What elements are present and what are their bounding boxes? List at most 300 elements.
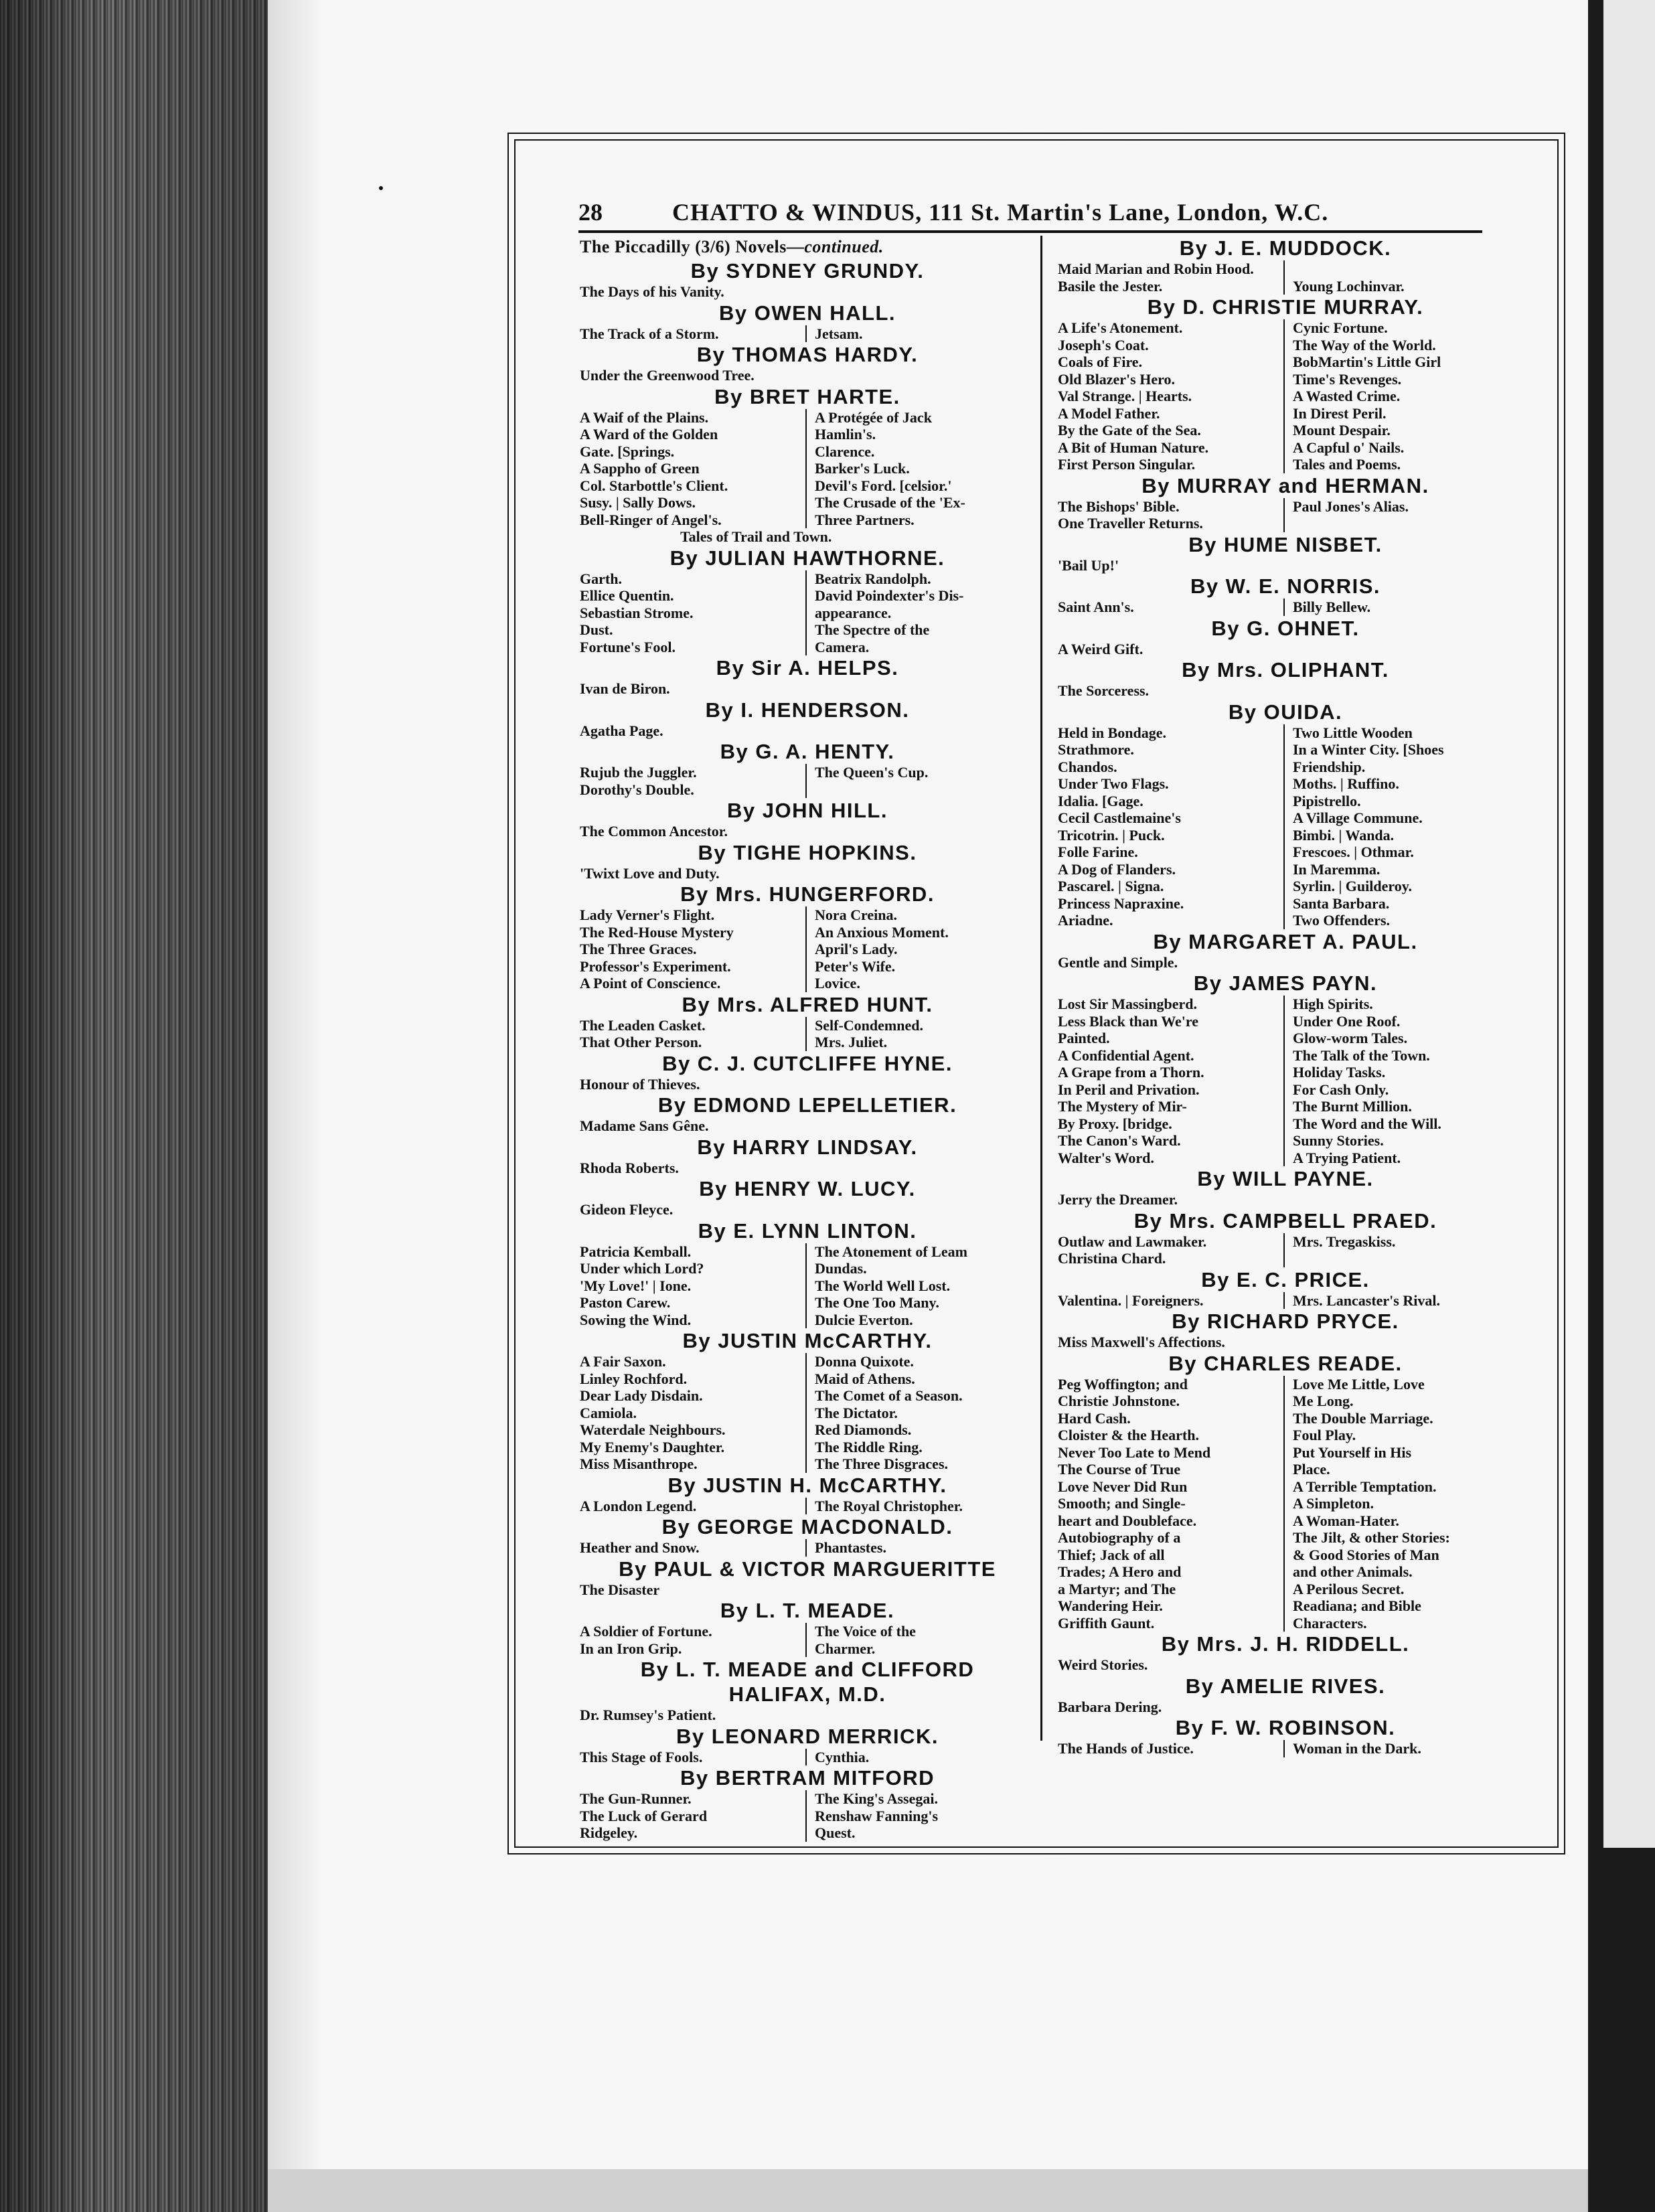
book-title: Outlaw and Lawmaker. bbox=[1058, 1233, 1207, 1250]
author-heading: By D. CHRISTIE MURRAY. bbox=[1147, 295, 1424, 319]
book-title: The Talk of the Town. bbox=[1293, 1046, 1430, 1064]
book-title: Jetsam. bbox=[815, 325, 863, 342]
book-title: Dorothy's Double. bbox=[580, 781, 694, 798]
book-title: Miss Maxwell's Affections. bbox=[1058, 1334, 1225, 1350]
book-title: Rhoda Roberts. bbox=[580, 1159, 679, 1176]
book-title: High Spirits. bbox=[1293, 996, 1373, 1012]
book-title: The Canon's Ward. bbox=[1058, 1132, 1181, 1149]
book-title: Garth. bbox=[580, 570, 622, 587]
book-title: Never Too Late to Mend bbox=[1058, 1443, 1211, 1461]
book-title: Gate. [Springs. bbox=[580, 443, 675, 460]
book-title: Susy. | Sally Dows. bbox=[580, 494, 696, 511]
title-list-right bbox=[805, 1353, 1035, 1473]
book-title: A Weird Gift. bbox=[1058, 640, 1144, 657]
book-title: Strathmore. bbox=[1058, 741, 1134, 758]
book-title: Place. bbox=[1293, 1461, 1330, 1478]
book-title: Honour of Thieves. bbox=[580, 1075, 700, 1093]
author-heading: By HENRY W. LUCY. bbox=[699, 1177, 916, 1200]
title-list-left bbox=[1058, 1376, 1283, 1632]
book-title: Ariadne. bbox=[1058, 912, 1113, 929]
author-entry bbox=[580, 655, 1035, 698]
book-title: The Red-House Mystery bbox=[580, 923, 734, 941]
book-title bbox=[1293, 260, 1513, 278]
book-title: Mrs. Tregaskiss. bbox=[1293, 1233, 1396, 1250]
author-heading: By OUIDA. bbox=[1228, 700, 1343, 724]
title-table bbox=[1058, 599, 1513, 616]
book-title: Less Black than We're bbox=[1058, 1012, 1199, 1030]
book-title: Frescoes. | Othmar. bbox=[1293, 844, 1414, 860]
book-title: Foul Play. bbox=[1293, 1427, 1356, 1443]
title-list-left bbox=[1058, 260, 1283, 295]
author-heading: By Mrs. OLIPHANT. bbox=[1182, 658, 1389, 682]
book-title: The One Too Many. bbox=[815, 1294, 939, 1311]
book-title: Coals of Fire. bbox=[1058, 353, 1143, 370]
title-list-left bbox=[580, 325, 805, 343]
title-table bbox=[1058, 1233, 1513, 1267]
title-list-left bbox=[1058, 1233, 1283, 1267]
author-heading: By THOMAS HARDY. bbox=[696, 343, 919, 366]
book-title: Quest. bbox=[815, 1824, 856, 1841]
author-heading: By BERTRAM MITFORD bbox=[680, 1766, 935, 1790]
book-title: Bimbi. | Wanda. bbox=[1293, 826, 1395, 844]
title-list-left bbox=[1058, 599, 1283, 616]
book-title: The Burnt Million. bbox=[1293, 1098, 1412, 1115]
book-title: Three Partners. bbox=[815, 511, 915, 528]
title-list-left bbox=[580, 1017, 805, 1051]
author-entry bbox=[1058, 1267, 1513, 1310]
book-title: Bell-Ringer of Angel's. bbox=[580, 511, 722, 528]
series-heading bbox=[580, 236, 1035, 258]
book-title: Heather and Snow. bbox=[580, 1539, 700, 1556]
book-title: a Martyr; and The bbox=[1058, 1580, 1176, 1597]
book-title: Dr. Rumsey's Patient. bbox=[580, 1707, 716, 1723]
book-title: Glow-worm Tales. bbox=[1293, 1030, 1408, 1046]
author-entry bbox=[580, 1051, 1035, 1093]
book-title: Billy Bellew. bbox=[1293, 599, 1371, 615]
title-list-left bbox=[1058, 1740, 1283, 1757]
book-title: The Sorceress. bbox=[1058, 682, 1150, 699]
book-title: Time's Revenges. bbox=[1293, 370, 1402, 388]
author-heading: By EDMOND LEPELLETIER. bbox=[657, 1093, 957, 1117]
book-title: Friendship. bbox=[1293, 758, 1366, 775]
author-heading: By BRET HARTE. bbox=[714, 384, 900, 408]
book-title: The Mystery of Mir- bbox=[1058, 1098, 1187, 1115]
book-title: Dear Lady Disdain. bbox=[580, 1387, 703, 1404]
book-title: Joseph's Coat. bbox=[1058, 336, 1149, 353]
author-entry bbox=[580, 258, 1035, 301]
book-title: The Three Graces. bbox=[580, 941, 697, 957]
book-title: Under One Roof. bbox=[1293, 1012, 1401, 1030]
author-entry bbox=[580, 992, 1035, 1051]
author-entry bbox=[1058, 1309, 1513, 1351]
book-title: The Track of a Storm. bbox=[580, 325, 719, 342]
author-entry bbox=[580, 798, 1035, 840]
book-title: Clarence. bbox=[815, 443, 875, 460]
book-title: Idalia. [Gage. bbox=[1058, 792, 1144, 809]
book-title: Ridgeley. bbox=[580, 1824, 638, 1841]
title-table bbox=[580, 1539, 1035, 1557]
book-title: By Proxy. [bridge. bbox=[1058, 1115, 1172, 1132]
author-heading: By OWEN HALL. bbox=[718, 301, 896, 325]
title-list-left bbox=[580, 1790, 805, 1842]
title-list-right bbox=[1283, 260, 1513, 295]
book-title: April's Lady. bbox=[815, 941, 898, 957]
book-title: & Good Stories of Man bbox=[1293, 1546, 1439, 1563]
book-title: Characters. bbox=[1293, 1614, 1367, 1632]
author-heading: By MURRAY and HERMAN. bbox=[1141, 473, 1429, 497]
author-entry bbox=[580, 1218, 1035, 1329]
book-title: Hamlin's. bbox=[815, 426, 876, 443]
book-title: Christina Chard. bbox=[1058, 1250, 1166, 1267]
book-title: A Perilous Secret. bbox=[1293, 1580, 1405, 1597]
book-title: heart and Doubleface. bbox=[1058, 1512, 1197, 1529]
author-heading: By JOHN HILL. bbox=[727, 799, 888, 822]
title-table bbox=[1058, 260, 1513, 295]
author-entry bbox=[1058, 971, 1513, 1166]
book-title: My Enemy's Daughter. bbox=[580, 1438, 725, 1455]
book-title: Readiana; and Bible bbox=[1293, 1597, 1421, 1614]
book-title: The Course of True bbox=[1058, 1461, 1181, 1478]
title-table bbox=[1058, 996, 1513, 1166]
author-heading: By Mrs. CAMPBELL PRAED. bbox=[1133, 1208, 1437, 1233]
book-title: Pipistrello. bbox=[1293, 792, 1361, 809]
book-title: Lady Verner's Flight. bbox=[580, 906, 715, 923]
book-title: Princess Napraxine. bbox=[1058, 894, 1184, 912]
book-title: 'My Love!' | Ione. bbox=[580, 1277, 692, 1294]
book-title: The Jilt, & other Stories: bbox=[1293, 1529, 1450, 1546]
book-title: The Disaster bbox=[580, 1581, 660, 1598]
book-title: Linley Rochford. bbox=[580, 1370, 688, 1387]
book-title: Agatha Page. bbox=[580, 722, 663, 739]
book-title: Santa Barbara. bbox=[1293, 894, 1390, 912]
book-title: Love Never Did Run bbox=[1058, 1478, 1188, 1495]
book-title: A Simpleton. bbox=[1293, 1495, 1374, 1512]
book-title: In Peril and Privation. bbox=[1058, 1081, 1200, 1098]
book-title: The Gun-Runner. bbox=[580, 1790, 692, 1807]
book-title: The Leaden Casket. bbox=[580, 1016, 706, 1034]
author-heading: By L. T. MEADE. bbox=[720, 1599, 895, 1622]
book-title: Me Long. bbox=[1293, 1393, 1354, 1409]
title-list-left bbox=[580, 906, 805, 992]
book-title: Gentle and Simple. bbox=[1058, 953, 1178, 971]
running-header bbox=[578, 198, 1482, 232]
book-title: Cecil Castlemaine's bbox=[1058, 809, 1181, 826]
book-title: By the Gate of the Sea. bbox=[1058, 422, 1201, 439]
title-table bbox=[580, 1353, 1035, 1473]
title-table bbox=[1058, 319, 1513, 473]
title-table bbox=[1058, 1740, 1513, 1757]
author-entry bbox=[1058, 1715, 1513, 1757]
author-entry bbox=[580, 1598, 1035, 1657]
title-list-right bbox=[805, 1790, 1035, 1842]
title-table bbox=[580, 1749, 1035, 1766]
author-heading: By RICHARD PRYCE. bbox=[1172, 1310, 1399, 1333]
book-title: Red Diamonds. bbox=[815, 1421, 912, 1438]
book-title: Gideon Fleyce. bbox=[580, 1201, 674, 1218]
book-title: The Bishops' Bible. bbox=[1058, 497, 1180, 515]
book-title: Hard Cash. bbox=[1058, 1409, 1131, 1427]
title-list-right bbox=[1283, 1292, 1513, 1310]
book-title: A Bit of Human Nature. bbox=[1058, 439, 1209, 456]
title-list-right bbox=[805, 1749, 1035, 1766]
title-list-right bbox=[1283, 319, 1513, 473]
author-heading: By WILL PAYNE. bbox=[1197, 1167, 1374, 1190]
book-title: BobMartin's Little Girl bbox=[1293, 353, 1441, 370]
book-title: Peter's Wife. bbox=[815, 957, 896, 975]
author-heading: By Mrs. HUNGERFORD. bbox=[680, 882, 935, 906]
book-title: A Wasted Crime. bbox=[1293, 388, 1401, 404]
book-title: Love Me Little, Love bbox=[1293, 1375, 1425, 1393]
book-title: Valentina. | Foreigners. bbox=[1058, 1291, 1204, 1309]
book-title: and other Animals. bbox=[1293, 1563, 1413, 1580]
title-table bbox=[580, 1017, 1035, 1051]
author-heading: By AMELIE RIVES. bbox=[1185, 1674, 1386, 1698]
book-title: The Dictator. bbox=[815, 1404, 898, 1421]
title-list-left bbox=[580, 1539, 805, 1557]
book-title: Cynic Fortune. bbox=[1293, 319, 1388, 336]
author-heading: By W. E. NORRIS. bbox=[1190, 574, 1381, 598]
title-list-left bbox=[580, 570, 805, 656]
book-title: David Poindexter's Dis- bbox=[815, 587, 964, 604]
author-entry bbox=[580, 1328, 1035, 1473]
book-title: For Cash Only. bbox=[1293, 1081, 1389, 1098]
book-title: In Maremma. bbox=[1293, 860, 1381, 878]
book-title: Professor's Experiment. bbox=[580, 957, 731, 975]
book-title: An Anxious Moment. bbox=[815, 923, 949, 941]
author-heading: By MARGARET A. PAUL. bbox=[1153, 929, 1418, 953]
book-title: Saint Ann's. bbox=[1058, 599, 1134, 615]
book-title: The Common Ancestor. bbox=[580, 823, 728, 840]
title-list-left bbox=[580, 1749, 805, 1766]
author-heading: By JUSTIN McCARTHY. bbox=[682, 1329, 933, 1352]
book-title: Val Strange. | Hearts. bbox=[1058, 388, 1192, 404]
title-list-right bbox=[805, 1498, 1035, 1515]
book-title: Weird Stories. bbox=[1058, 1656, 1148, 1673]
book-title: Painted. bbox=[1058, 1030, 1110, 1046]
author-heading: By Sir A. HELPS. bbox=[716, 656, 899, 680]
page-bottom-edge bbox=[268, 2169, 1588, 2212]
author-entry bbox=[1058, 574, 1513, 616]
book-title: Woman in the Dark. bbox=[1293, 1740, 1421, 1757]
book-title: Autobiography of a bbox=[1058, 1529, 1181, 1546]
book-title: Jerry the Dreamer. bbox=[1058, 1191, 1178, 1208]
author-entry bbox=[580, 1765, 1035, 1842]
book-title: The Luck of Gerard bbox=[580, 1807, 708, 1824]
title-list-left bbox=[1058, 1292, 1283, 1310]
book-title: Self-Condemned. bbox=[815, 1016, 923, 1034]
book-title: Beatrix Randolph. bbox=[815, 570, 931, 587]
book-title: Two Offenders. bbox=[1293, 912, 1391, 929]
book-title: Tales and Poems. bbox=[1293, 456, 1401, 473]
author-entry bbox=[580, 1657, 1035, 1724]
book-title: A Waif of the Plains. bbox=[580, 408, 709, 426]
title-table bbox=[580, 570, 1035, 656]
book-title: Under Two Flags. bbox=[1058, 775, 1169, 792]
title-table bbox=[1058, 1376, 1513, 1632]
book-title: Trades; A Hero and bbox=[1058, 1563, 1182, 1580]
title-list-right bbox=[805, 409, 1035, 529]
book-title: The Days of his Vanity. bbox=[580, 283, 724, 300]
book-title: Under the Greenwood Tree. bbox=[580, 367, 755, 384]
page-number: 28 bbox=[578, 199, 603, 226]
title-list-right bbox=[805, 1539, 1035, 1557]
title-table bbox=[580, 1243, 1035, 1329]
book-title: Tricotrin. | Puck. bbox=[1058, 826, 1165, 844]
book-title: Cloister & the Hearth. bbox=[1058, 1427, 1199, 1443]
book-title: A Capful o' Nails. bbox=[1293, 439, 1405, 456]
book-title: Maid of Athens. bbox=[815, 1370, 915, 1387]
ink-spot bbox=[379, 186, 383, 190]
book-title: Camiola. bbox=[580, 1404, 637, 1421]
title-table bbox=[1058, 1292, 1513, 1310]
book-title: Mrs. Juliet. bbox=[815, 1034, 888, 1050]
book-title: A Grape from a Thorn. bbox=[1058, 1064, 1204, 1081]
series-heading-continued: continued. bbox=[804, 237, 884, 256]
book-title: Waterdale Neighbours. bbox=[580, 1421, 726, 1438]
book-title: Peg Woffington; and bbox=[1058, 1375, 1188, 1393]
title-list-left bbox=[580, 1243, 805, 1329]
book-title: Sunny Stories. bbox=[1293, 1132, 1384, 1149]
title-list-right bbox=[805, 570, 1035, 656]
book-title: A Trying Patient. bbox=[1293, 1149, 1401, 1166]
book-title: Two Little Wooden bbox=[1293, 724, 1413, 741]
book-title: A Point of Conscience. bbox=[580, 975, 721, 992]
author-entry bbox=[1058, 1208, 1513, 1267]
book-title: Charmer. bbox=[815, 1640, 876, 1657]
book-title: The Way of the World. bbox=[1293, 336, 1436, 353]
book-title: Dulcie Everton. bbox=[815, 1311, 913, 1328]
author-heading: By HUME NISBET. bbox=[1188, 532, 1383, 556]
left-column bbox=[580, 236, 1035, 1842]
book-title: Wandering Heir. bbox=[1058, 1597, 1163, 1614]
title-table bbox=[580, 1498, 1035, 1515]
author-heading: By PAUL & VICTOR MARGUERITTE bbox=[619, 1557, 996, 1581]
author-entry bbox=[580, 342, 1035, 384]
book-title: Sowing the Wind. bbox=[580, 1311, 692, 1328]
author-entry bbox=[580, 1724, 1035, 1766]
book-title: Put Yourself in His bbox=[1293, 1443, 1412, 1461]
book-title: Tales of Trail and Town. bbox=[680, 528, 832, 545]
book-title: appearance. bbox=[815, 604, 892, 621]
book-title: Sebastian Strome. bbox=[580, 604, 694, 621]
book-title: Folle Farine. bbox=[1058, 844, 1138, 860]
book-title: Lovice. bbox=[815, 975, 860, 992]
book-title: Fortune's Fool. bbox=[580, 638, 676, 655]
author-entry bbox=[580, 301, 1035, 343]
book-title: The Spectre of the bbox=[815, 621, 930, 638]
book-title: The Queen's Cup. bbox=[815, 764, 929, 781]
author-heading: By I. HENDERSON. bbox=[705, 698, 910, 722]
author-entry bbox=[580, 1473, 1035, 1515]
book-title: A Dog of Flanders. bbox=[1058, 860, 1176, 878]
book-title: 'Bail Up!' bbox=[1058, 556, 1119, 574]
title-table bbox=[1058, 498, 1513, 532]
title-list-right bbox=[805, 1017, 1035, 1051]
author-heading: By JULIAN HAWTHORNE. bbox=[669, 546, 945, 570]
book-title: Lost Sir Massingberd. bbox=[1058, 996, 1198, 1012]
author-heading-continuation: HALIFAX, M.D. bbox=[728, 1682, 886, 1706]
adjacent-page bbox=[1603, 0, 1655, 1848]
author-entry bbox=[580, 384, 1035, 546]
book-title: A Protégée of Jack bbox=[815, 408, 932, 426]
book-title: Mount Despair. bbox=[1293, 422, 1391, 439]
book-title: Miss Misanthrope. bbox=[580, 1455, 698, 1472]
series-heading-text: The Piccadilly (3/6) Novels— bbox=[580, 237, 805, 256]
author-heading: By HARRY LINDSAY. bbox=[697, 1135, 918, 1159]
title-list-right bbox=[1283, 724, 1513, 929]
book-title: In a Winter City. [Shoes bbox=[1293, 741, 1444, 758]
book-title: Nora Creina. bbox=[815, 906, 898, 923]
book-title: The Hands of Justice. bbox=[1058, 1740, 1194, 1757]
book-title: A Ward of the Golden bbox=[580, 426, 718, 443]
book-title: Chandos. bbox=[1058, 758, 1117, 775]
book-title: Christie Johnstone. bbox=[1058, 1393, 1180, 1409]
author-heading: By JUSTIN H. McCARTHY. bbox=[667, 1473, 947, 1497]
book-title: The Riddle Ring. bbox=[815, 1438, 923, 1455]
book-title: Moths. | Ruffino. bbox=[1293, 775, 1399, 792]
book-title: Smooth; and Single- bbox=[1058, 1495, 1186, 1512]
title-list-left bbox=[1058, 498, 1283, 532]
title-list-right bbox=[1283, 1376, 1513, 1632]
author-entry bbox=[1058, 616, 1513, 658]
title-table bbox=[580, 906, 1035, 992]
book-title: Ivan de Biron. bbox=[580, 680, 670, 697]
author-heading: By GEORGE MACDONALD. bbox=[661, 1515, 953, 1538]
book-edge-shadow bbox=[0, 0, 268, 2212]
author-entry bbox=[1058, 1351, 1513, 1632]
book-title: Rujub the Juggler. bbox=[580, 764, 697, 781]
right-column bbox=[1058, 236, 1513, 1757]
book-title: A Confidential Agent. bbox=[1058, 1046, 1194, 1064]
book-title: A Life's Atonement. bbox=[1058, 319, 1183, 336]
author-entry bbox=[1058, 473, 1513, 532]
author-heading: By Mrs. ALFRED HUNT. bbox=[682, 992, 933, 1016]
book-title: A London Legend. bbox=[580, 1497, 697, 1514]
title-list-left bbox=[580, 764, 805, 798]
author-heading: By F. W. ROBINSON. bbox=[1175, 1716, 1396, 1739]
book-title: 'Twixt Love and Duty. bbox=[580, 864, 720, 882]
book-title: Ellice Quentin. bbox=[580, 587, 674, 604]
book-title: The Crusade of the 'Ex- bbox=[815, 494, 965, 511]
author-entry bbox=[580, 1176, 1035, 1218]
title-list-left bbox=[580, 1498, 805, 1515]
author-entry bbox=[580, 1093, 1035, 1135]
book-title: Renshaw Fanning's bbox=[815, 1807, 939, 1824]
book-title: Old Blazer's Hero. bbox=[1058, 370, 1175, 388]
book-title: Dundas. bbox=[815, 1260, 867, 1277]
book-title: A Fair Saxon. bbox=[580, 1353, 666, 1370]
title-list-left bbox=[1058, 996, 1283, 1166]
book-title: This Stage of Fools. bbox=[580, 1748, 703, 1765]
author-entry bbox=[1058, 1166, 1513, 1208]
header-rule bbox=[578, 230, 1482, 233]
book-title: Barker's Luck. bbox=[815, 460, 910, 477]
author-entry bbox=[1058, 532, 1513, 574]
book-title: A Model Father. bbox=[1058, 404, 1160, 422]
book-title: Thief; Jack of all bbox=[1058, 1546, 1165, 1563]
title-list-right bbox=[1283, 1233, 1513, 1267]
author-entry bbox=[580, 840, 1035, 882]
author-entry bbox=[1058, 1674, 1513, 1716]
author-entry bbox=[580, 1135, 1035, 1177]
author-entry bbox=[1058, 657, 1513, 700]
author-heading: By LEONARD MERRICK. bbox=[676, 1724, 939, 1748]
book-title: A Terrible Temptation. bbox=[1293, 1478, 1437, 1495]
author-entry bbox=[1058, 929, 1513, 971]
book-title: Under which Lord? bbox=[580, 1260, 704, 1277]
book-title: Paston Carew. bbox=[580, 1294, 671, 1311]
book-title: Maid Marian and Robin Hood. bbox=[1058, 260, 1254, 277]
